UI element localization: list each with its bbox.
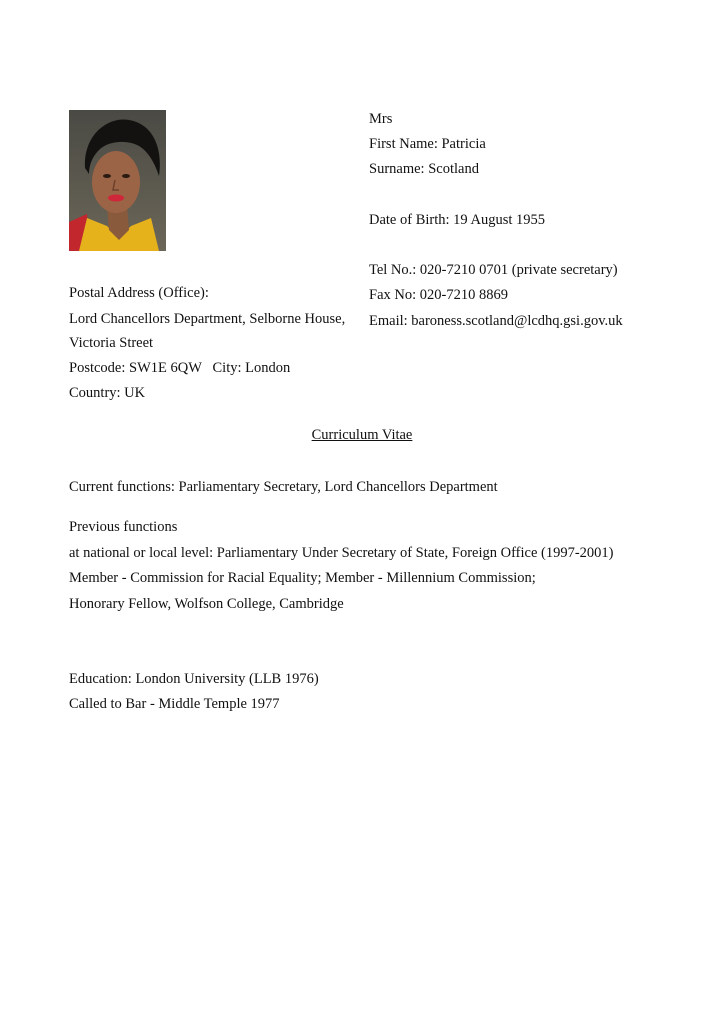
portrait-photo [69, 110, 166, 251]
surname: Surname: Scotland [369, 161, 479, 177]
previous-function-line: Honorary Fellow, Wolfson College, Cambridge [69, 596, 344, 612]
education-line: Education: London University (LLB 1976) [69, 671, 319, 687]
education-line: Called to Bar - Middle Temple 1977 [69, 696, 280, 712]
address-line-2: Victoria Street [69, 335, 154, 351]
date-of-birth: Date of Birth: 19 August 1955 [369, 212, 546, 228]
postcode-city: Postcode: SW1E 6QW City: London [69, 360, 291, 376]
address-line-1: Lord Chancellors Department, Selborne House, [69, 311, 346, 327]
first-name: First Name: Patricia [369, 136, 486, 152]
country: Country: UK [69, 385, 146, 401]
cv-heading: Curriculum Vitae [311, 427, 413, 443]
previous-function-line: at national or local level: Parliamentary Under Secretary of State, Foreign Office (1997-2001) [69, 545, 614, 561]
email-address: Email: baroness.scotland@lcdhq.gsi.gov.uk [369, 313, 623, 329]
current-functions: Current functions: Parliamentary Secretary, Lord Chancellors Department [69, 479, 498, 495]
address-heading: Postal Address (Office): [69, 285, 209, 301]
previous-function-line: Member - Commission for Racial Equality; Member - Millennium Commission; [69, 570, 536, 586]
tel-number: Tel No.: 020-7210 0701 (private secretary) [369, 262, 618, 278]
fax-number: Fax No: 020-7210 8869 [369, 287, 508, 303]
title-prefix: Mrs [369, 111, 393, 127]
previous-functions-heading: Previous functions [69, 519, 178, 535]
